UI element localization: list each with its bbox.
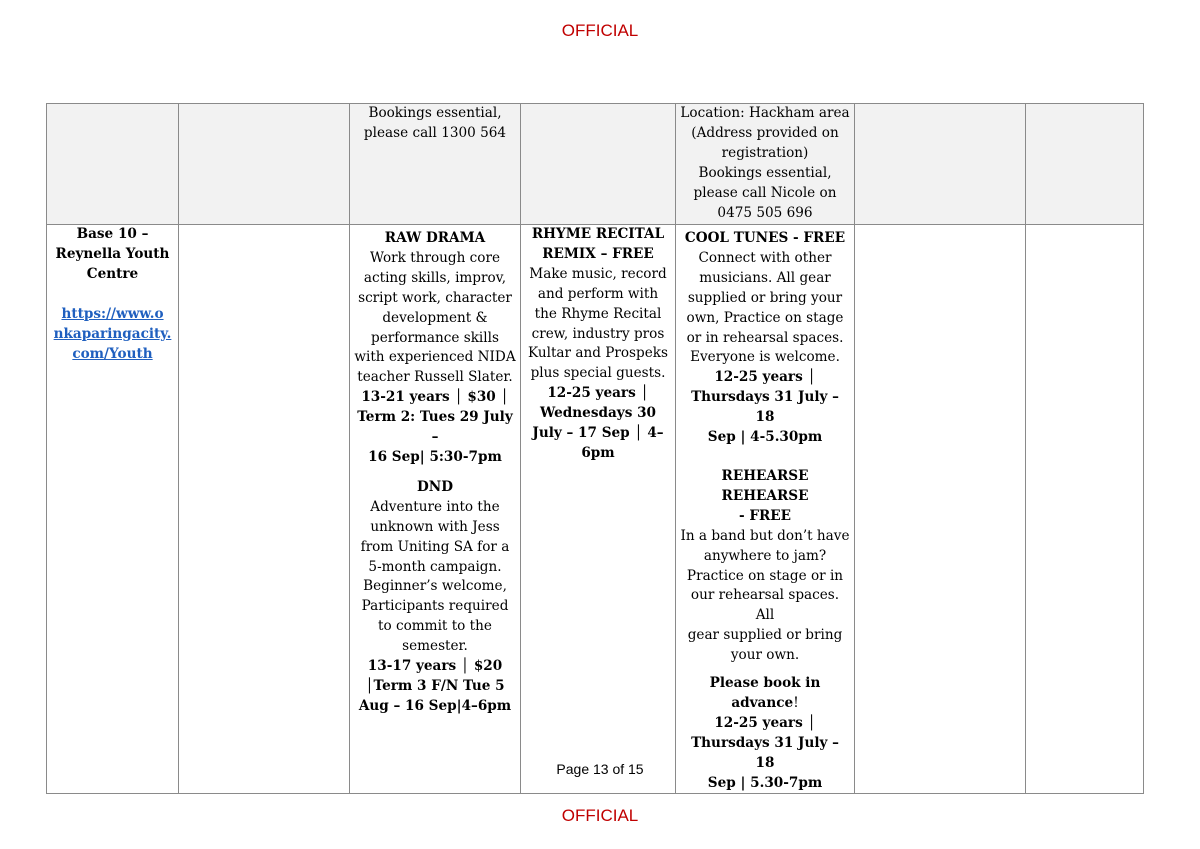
event-desc: your own. (730, 647, 800, 664)
event-details: Aug – 16 Sep|4–6pm (358, 697, 512, 714)
table-cell (1026, 225, 1144, 794)
table-cell (350, 104, 521, 225)
event-details: Thursdays 31 July – 18 (691, 389, 839, 426)
booking-note: Please book in (709, 675, 821, 692)
page-number: Page 13 of 15 (556, 761, 644, 777)
phone-line: 0475 505 696 (717, 204, 813, 221)
table-row (47, 225, 1144, 794)
event-desc: to commit to the (378, 618, 492, 635)
event-desc: development & (382, 309, 488, 326)
venue-link-line[interactable]: nkaparingacity. (53, 325, 172, 342)
event-desc: In a band but don’t have (680, 527, 850, 544)
booking-line: please call 1300 564 (363, 124, 507, 141)
event-desc: plus special guests. (530, 365, 666, 382)
event-details: 6pm (581, 444, 615, 461)
location-line: registration) (721, 144, 809, 161)
booking-line: please call Nicole on (693, 184, 837, 201)
event-title: DND (416, 478, 453, 495)
booking-note-end: ! (793, 694, 799, 711)
venue-name: Base 10 – (76, 226, 149, 242)
event-desc: own, Practice on stage (686, 309, 844, 326)
event-desc: Connect with other (698, 249, 832, 266)
venue-name: Centre (86, 265, 139, 282)
event-details: July – 17 Sep │ 4– (532, 425, 664, 442)
venue-name: Reynella Youth (55, 245, 170, 262)
event-title: COOL TUNES - FREE (684, 230, 846, 246)
event-desc: Beginner’s welcome, (363, 578, 507, 595)
table-cell (855, 104, 1026, 225)
venue-link-line[interactable]: https://www.o (61, 305, 164, 322)
event-desc: Adventure into the (370, 498, 500, 515)
event-desc: from Uniting SA for a (360, 538, 510, 555)
event-details: Term 2: Tues 29 July – (357, 409, 513, 446)
event-title: RHYME RECITAL (531, 226, 665, 242)
table-cell (676, 104, 855, 225)
event-desc: teacher Russell Slater. (357, 369, 513, 386)
classification-header: OFFICIAL (561, 21, 639, 40)
table-cell (1026, 104, 1144, 225)
event-title: - FREE (738, 507, 792, 524)
booking-note (680, 694, 850, 714)
event-title: REMIX – FREE (542, 245, 654, 262)
event-desc: the Rhyme Recital (534, 305, 662, 322)
location-line: (Address provided on (691, 124, 839, 141)
event-details: 13-21 years │ $30 │ (361, 389, 509, 406)
venue-cell (47, 225, 179, 794)
event-desc: acting skills, improv, (363, 269, 507, 286)
event-desc: unknown with Jess (370, 518, 500, 535)
venue-link-line[interactable]: com/Youth (72, 345, 153, 362)
event-desc: performance skills (371, 329, 499, 346)
event-desc: our rehearsal spaces. All (690, 587, 840, 624)
table-cell (350, 225, 521, 794)
event-desc: Kultar and Prospeks (528, 345, 668, 362)
event-desc: supplied or bring your (687, 289, 843, 306)
booking-line: Bookings essential, (698, 164, 832, 181)
event-desc: Make music, record (529, 265, 667, 282)
event-desc: semester. (402, 638, 468, 655)
event-details: Thursdays 31 July – 18 (691, 734, 839, 771)
event-desc: Everyone is welcome. (690, 349, 840, 366)
classification-footer: OFFICIAL (561, 806, 639, 825)
event-desc: or in rehearsal spaces. (686, 329, 844, 346)
table-cell (47, 104, 179, 225)
table-cell (179, 225, 350, 794)
event-desc: Participants required (361, 598, 509, 615)
event-details: 16 Sep| 5:30-7pm (368, 448, 502, 465)
table-cell (179, 104, 350, 225)
schedule-table (46, 103, 1144, 794)
location-line: Location: Hackham area (680, 105, 850, 121)
booking-note-bold: advance (731, 694, 794, 711)
event-desc: 5-month campaign. (368, 558, 502, 575)
table-cell (521, 225, 676, 794)
table-cell (855, 225, 1026, 794)
event-details: │Term 3 F/N Tue 5 (365, 677, 505, 694)
event-desc: with experienced NIDA (354, 349, 516, 366)
event-desc: gear supplied or bring (687, 627, 843, 644)
booking-line: Bookings essential, (368, 105, 502, 121)
table-row (47, 104, 1144, 225)
event-desc: Work through core (369, 249, 501, 266)
event-desc: anywhere to jam? (703, 547, 827, 564)
event-details: 12-25 years │ (547, 385, 649, 402)
event-desc: crew, industry pros (531, 325, 665, 342)
event-title: REHEARSE REHEARSE (721, 467, 809, 504)
event-details: Sep | 5.30-7pm (707, 774, 823, 791)
event-details: 12-25 years │ (714, 369, 816, 386)
event-desc: Practice on stage or in (686, 567, 844, 584)
table-cell (521, 104, 676, 225)
event-details: 12-25 years │ (714, 714, 816, 731)
event-details: 13-17 years │ $20 (367, 658, 503, 675)
event-desc: script work, character (358, 289, 512, 306)
event-title: RAW DRAMA (384, 230, 486, 246)
event-desc: and perform with (537, 285, 659, 302)
event-details: Sep | 4-5.30pm (707, 429, 823, 446)
event-desc: musicians. All gear (699, 269, 831, 286)
event-details: Wednesdays 30 (539, 405, 656, 422)
table-cell (676, 225, 855, 794)
venue-link[interactable] (51, 305, 174, 365)
